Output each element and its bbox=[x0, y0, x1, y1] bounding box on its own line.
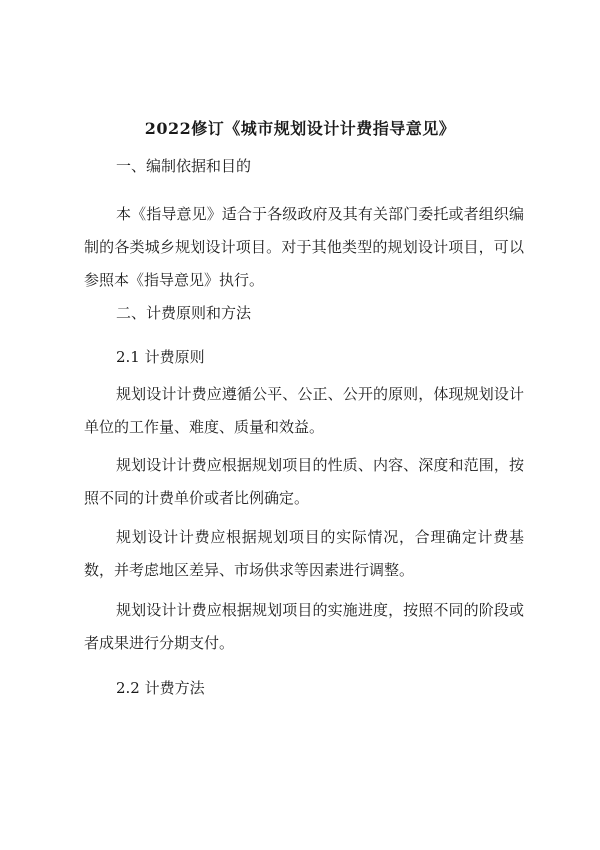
section-heading-2: 二、计费原则和方法 bbox=[116, 304, 252, 322]
principle-paragraph-1: 规划设计计费应遵循公平、公正、公开的原则，体现规划设计单位的工作量、难度、质量和效益。 bbox=[84, 385, 524, 436]
section-heading-1: 一、编制依据和目的 bbox=[116, 157, 252, 175]
principle-paragraph-2: 规划设计计费应根据规划项目的性质、内容、深度和范围，按照不同的计费单价或者比例确定。 bbox=[84, 456, 524, 507]
document-title: 2022修订《城市规划设计计费指导意见》 bbox=[144, 119, 456, 138]
principle-paragraph-4: 规划设计计费应根据规划项目的实施进度，按照不同的阶段或者成果进行分期支付。 bbox=[84, 601, 524, 652]
subsection-heading-2-1: 2.1 计费原则 bbox=[116, 348, 205, 366]
section-paragraph-1: 本《指导意见》适合于各级政府及其有关部门委托或者组织编制的各类城乡规划设计项目。对于其他类型的规划设计项目，可以参照本《指导意见》执行。 bbox=[84, 205, 524, 289]
principle-paragraph-3: 规划设计计费应根据规划项目的实际情况，合理确定计费基数，并考虑地区差异、市场供求等因素进行调整。 bbox=[84, 528, 524, 579]
subsection-heading-2-2: 2.2 计费方法 bbox=[116, 679, 205, 697]
